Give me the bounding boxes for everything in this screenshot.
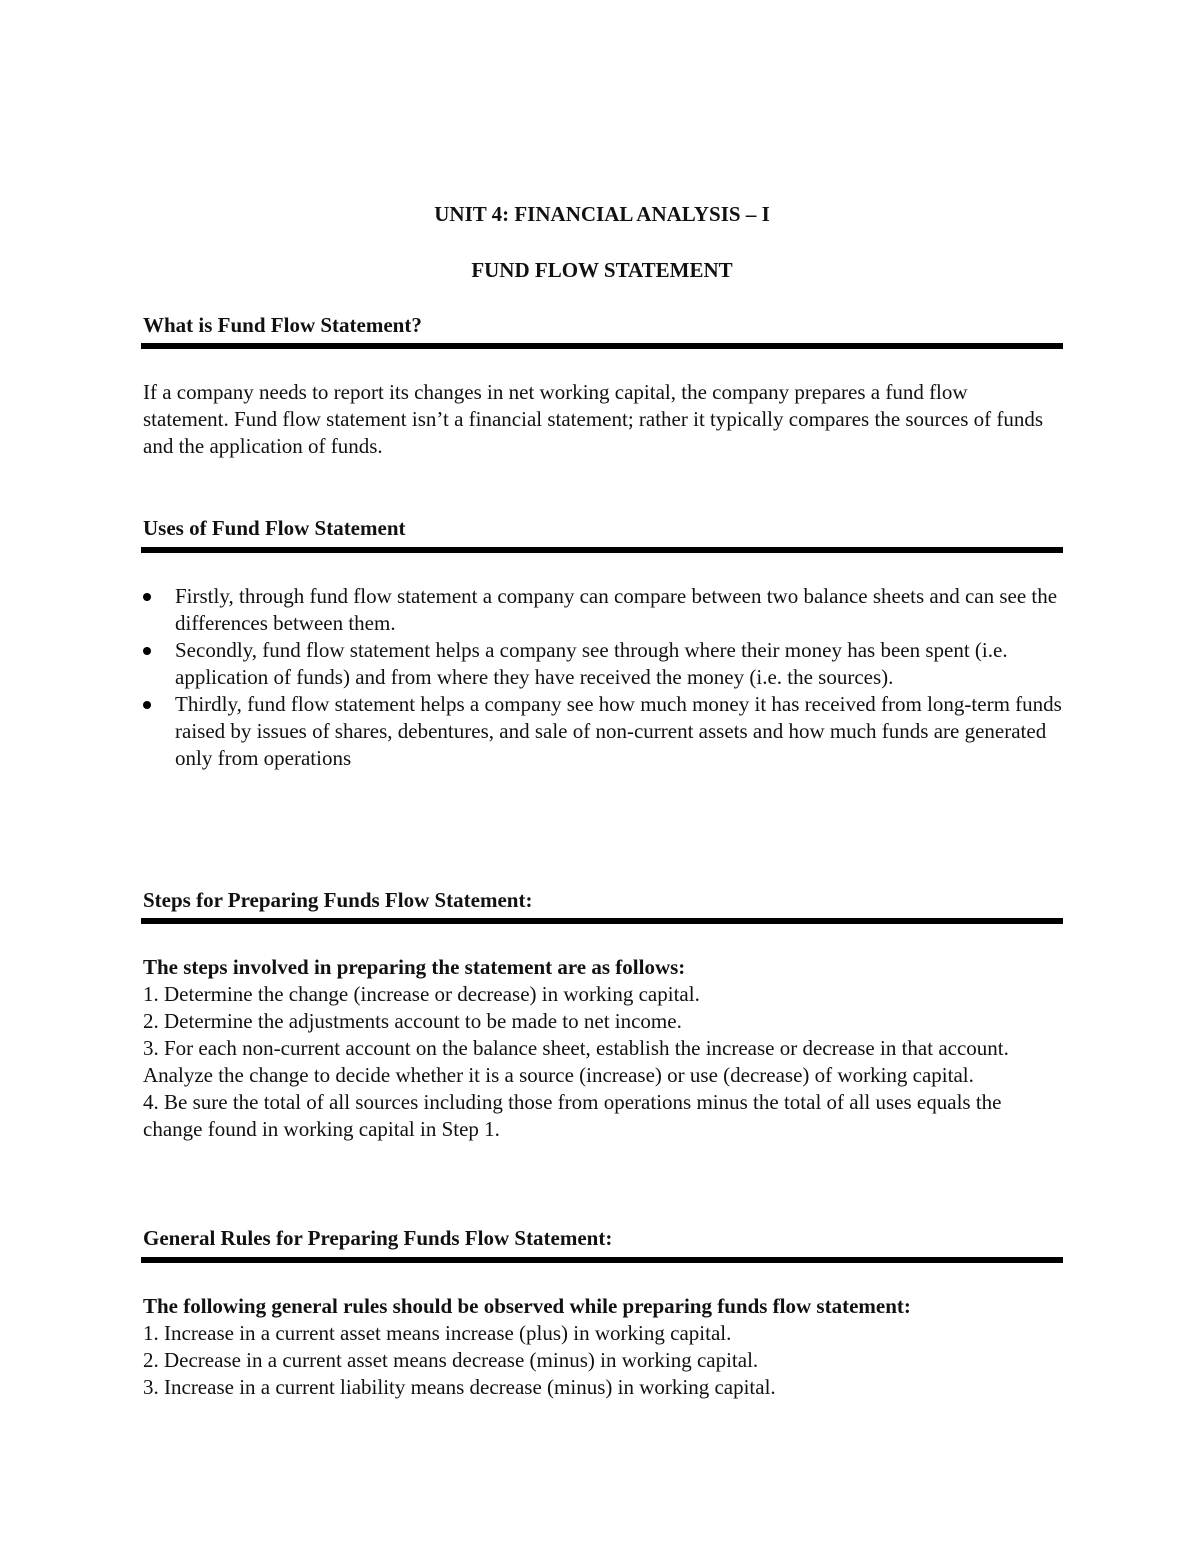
bullet-icon [143,647,151,655]
list-item: 3. Increase in a current liability means decrease (minus) in working capital. [143,1375,776,1399]
section-heading-what-is: What is Fund Flow Statement? [143,313,422,337]
bullet-icon [143,593,151,601]
section-heading-rules: General Rules for Preparing Funds Flow Statement: [143,1226,613,1250]
section-divider [141,918,1063,924]
list-item: 1. Determine the change (increase or decrease) in working capital. [143,982,700,1006]
document-subtitle: FUND FLOW STATEMENT [471,258,733,282]
list-item [141,583,1063,637]
bullet-icon [143,701,151,709]
section-divider [141,343,1063,349]
section-heading-uses: Uses of Fund Flow Statement [143,516,406,540]
rules-block [143,1293,1058,1401]
steps-block [143,954,1058,1143]
list-item [141,691,1063,772]
list-item: 1. Increase in a current asset means increase (plus) in working capital. [143,1321,732,1345]
list-item-text: Firstly, through fund flow statement a company can compare between two balance sheets and can see the differences between them. [175,584,1058,635]
list-item: 2. Decrease in a current asset means decrease (minus) in working capital. [143,1348,759,1372]
what-is-paragraph: If a company needs to report its changes in net working capital, the company prepares a fund flow statement. Fund flow statement isn’t a financial statement; rather it typically compares the sources of funds and the application of funds. [143,380,1044,458]
list-item: 4. Be sure the total of all sources including those from operations minus the total of all uses equals the change found in working capital in Step 1. [143,1090,1002,1141]
section-divider [141,547,1063,553]
section-divider [141,1257,1063,1263]
steps-list [143,981,1058,1143]
unit-title: UNIT 4: FINANCIAL ANALYSIS – I [434,202,770,226]
list-item: 3. For each non-current account on the balance sheet, establish the increase or decrease in that account. Analyze the change to decide whether it is a source (increase) or use (decrease) of working capital. [143,1036,1009,1087]
steps-lead: The steps involved in preparing the statement are as follows: [143,955,686,979]
rules-lead: The following general rules should be observed while preparing funds flow statement: [143,1294,911,1318]
list-item [141,637,1063,691]
uses-list [141,583,1063,772]
rules-list [143,1320,1058,1401]
list-item-text: Thirdly, fund flow statement helps a company see how much money it has received from long-term funds raised by issues of shares, debentures, and sale of non-current assets and how much funds are generated only from operations [175,692,1062,770]
list-item: 2. Determine the adjustments account to be made to net income. [143,1009,682,1033]
section-heading-steps: Steps for Preparing Funds Flow Statement: [143,888,533,912]
list-item-text: Secondly, fund flow statement helps a company see through where their money has been spent (i.e. application of funds) and from where they have received the money (i.e. the sources). [175,638,1008,689]
